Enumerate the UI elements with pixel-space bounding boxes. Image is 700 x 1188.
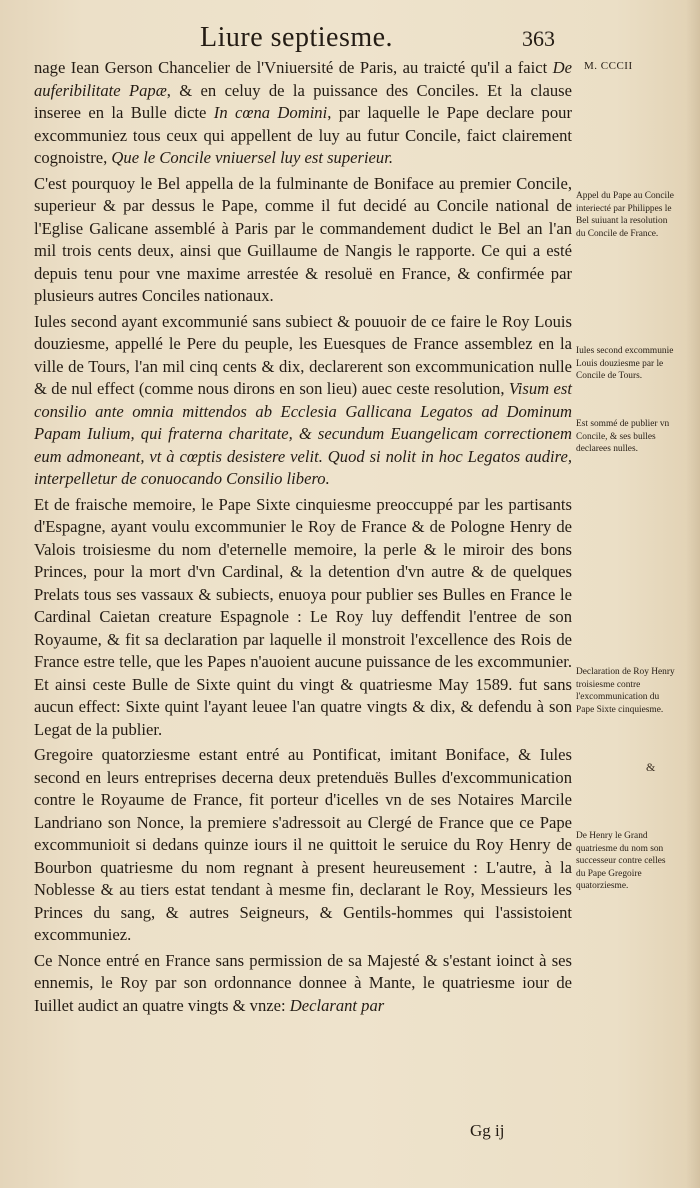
latin-title: De auferibilitate Papæ (34, 58, 572, 100)
quotation: Que le Concile vniuersel luy est superieur. (111, 148, 393, 167)
text-span: nage Iean Gerson Chancelier de l'Vniuersité de Paris, au traicté qu'il a faict (34, 58, 553, 77)
paragraph (34, 950, 572, 1018)
body-text (34, 57, 572, 1017)
text-span: C'est pourquoy le Bel appella de la fulminante de Boniface au premier Concile, superieur & par dessus le Pape, comme il fut decidé au Concile national de l'Eglise Galicane assemblé à Paris par le commandement dudict le Bel an l'an mil trois cents deux, ainsi que Guillaume de Nangis le rapporte. Ce qui a esté depuis tenu pour vne maxime arrestée & resoluë en France, & confirmée par plusieurs autres Conciles nationaux. (34, 173, 572, 305)
text-span: Et de fraische memoire, le Pape Sixte cinquiesme preoccuppé par les partisants d'Espagne, ayant voulu excommunier le Roy de France & de Pologne Henry de Valois troisiesme du nom d'eternelle memoire, la perle & le miroir des bons Princes, pour la mort d'vn Cardinal, & la detention d'vn autre & de quelques Prelats tous ses vassaux & subiects, enuoya pour publier ses Bulles en France le Cardinal Caietan creature Espagnole : Le Roy luy deffendit l'entree de son Royaume, & fit sa declaration par laquelle il monstroit l'excellence des Rois de France estre telle, que les Papes n'auoient aucune puissance de les excommunier. Et ainsi ceste Bulle de Sixte quint du vingt & quatriesme May 1589. fut sans aucun effect: Sixte quint l'ayant leuee l'an quatre vingts & dix, & defendu à son Legat de la publier. (34, 494, 572, 739)
paragraph (34, 173, 572, 308)
margin-note: Declaration de Roy Henry troisiesme contre l'excommunication du Pape Sixte cinquiesme. (576, 667, 675, 715)
year-marker: M. CCCII (584, 60, 633, 72)
ink-mark: & (646, 760, 656, 774)
signature-mark: Gg ij (470, 1121, 505, 1140)
text-span: Iules second ayant excommunié sans subiect & pouuoir de ce faire le Roy Louis douziesme, appellé le Pere du peuple, les Euesques de France assemblez en la ville de Tours, l'an mil cinq cents & dix, declarerent son excommunication nulle & de nul effect (comme nous dirons en son lieu) auec ceste resolution, (34, 311, 572, 398)
page-number: 363 (522, 26, 555, 51)
margin-note: Appel du Pape au Concile interiecté par Philippes le Bel suiuant la resolution du Concile de France. (576, 191, 674, 239)
catchword-phrase: Declarant par (289, 995, 385, 1015)
latin-title: In cœna Domini (213, 103, 328, 122)
paragraph (34, 311, 572, 491)
page-header (0, 22, 700, 56)
text-span: , & en celuy de la puissance des Conciles. Et la clause inseree en la Bulle dicte (34, 80, 572, 122)
paragraph (34, 494, 572, 742)
latin-quotation: Visum est consilio ante omnia mittendos ab Ecclesia Gallicana Legatos ad Dominum Papam Iulium, qui fraterna charitate, & secundum Euangelicam correctionem eum admoneant, vt à cœptis desistere velit. Quod si nolit in hoc Legatos audire, interpelletur de conuocando Consilio libero. (34, 379, 572, 488)
text-span: Gregoire quatorziesme estant entré au Pontificat, imitant Boniface, & Iules second en leurs entreprises decerna deux pretenduës Bulles d'excommunication contre le Royaume de France, fit porteur d'icelles vn de ses Notaires Marcile Landriano son Nonce, la premiere s'adressoit au Clergé de France que ce Pape excommunioit si dedans quinze iours il ne quittoit le seruice du Roy Henry de Bourbon quatriesme du nom regnant à present heureusement : L'autre, à la Noblesse & au tiers estat tendant à mesme fin, declarant le Roy, Messieurs les Princes du sang, & autres Seigneurs, & Gentils-hommes qui l'assistoient excommuniez. (34, 745, 572, 944)
paragraph (34, 57, 572, 170)
text-span: , par laquelle le Pape declare pour excommuniez tous ceux qui appellent de luy au futur Concile, faict clairement cognoistre, (34, 103, 572, 167)
margin-note: Iules second excommunie Louis douziesme par le Concile de Tours. (576, 346, 674, 382)
margin-note: De Henry le Grand quatriesme du nom son successeur contre celles du Pape Gregoire quatorziesme. (576, 831, 666, 892)
paragraph (34, 744, 572, 947)
running-title: Liure septiesme. (200, 22, 394, 53)
text-span: Ce Nonce entré en France sans permission de sa Majesté & s'estant ioinct à ses ennemis, le Roy par son ordonnance donnee à Mante, le quatriesme iour de Iuillet audict an quatre vingts & vnze: (34, 950, 572, 1015)
margin-note: Est sommé de publier vn Concile, & ses bulles declarees nulles. (576, 419, 670, 455)
page-edge-shadow (686, 0, 700, 1188)
